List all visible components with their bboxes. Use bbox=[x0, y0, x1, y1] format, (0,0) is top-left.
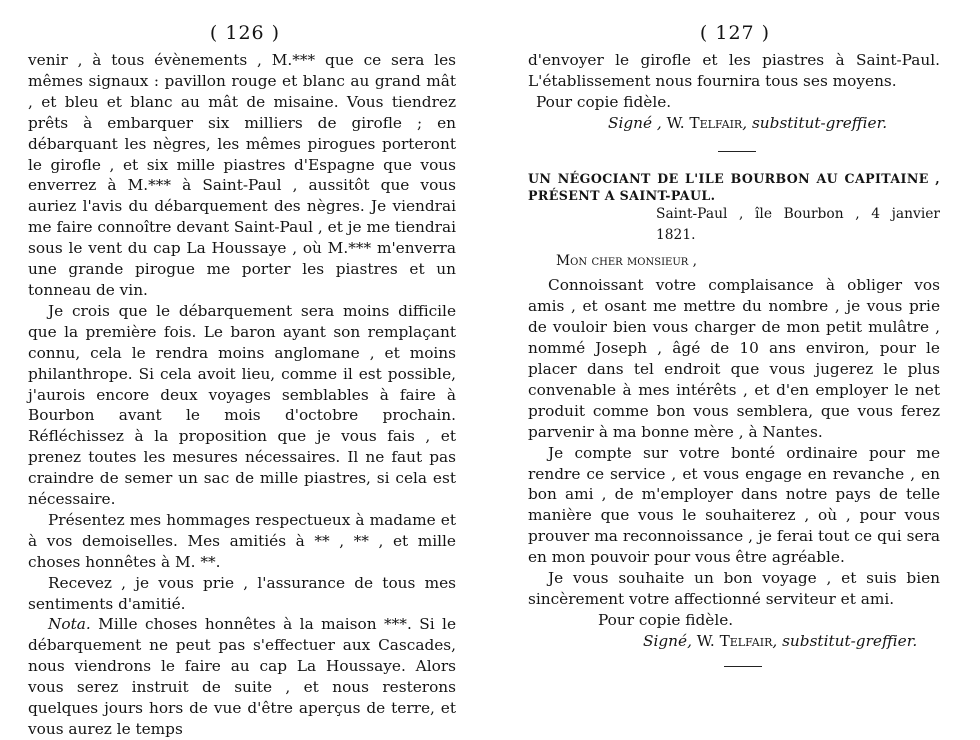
paragraph: venir , à tous évènements , M.*** que ce sera les mêmes signaux : pavillon rouge et blanc au grand mât , et bleu et blanc au mât de misaine. Vous tiendrez prêts à embarquer six milliers de girofle ; en débarquant les nègres, les mêmes pirogues porteront le girofle , et six mille piastres d'Espagne que vous enverrez à M.*** à Saint-Paul , aussitôt que vous auriez l'avis du débarquement des nègres. Je viendrai me faire connoître devant Saint-Paul , et je me tiendrai sous le vent du cap La Houssaye , où M.*** m'enverra une grande pirogue me porter les piastres et un tonneau de vin. bbox=[28, 51, 456, 299]
letter-salutation: Mon cher monsieur , bbox=[556, 253, 698, 270]
page-number-left: ( 126 ) bbox=[209, 22, 281, 44]
end-divider bbox=[724, 666, 762, 667]
copie-fidele-line: Pour copie fidèle. bbox=[598, 610, 734, 629]
right-page-body bbox=[528, 50, 940, 685]
section-divider bbox=[718, 151, 756, 152]
paragraph: Présentez mes hommages respectueux à madame et à vos demoiselles. Mes amitiés à ** , ** , et mille choses honnêtes à M. **. bbox=[28, 510, 456, 571]
paragraph: Je crois que le débarquement sera moins difficile que la première fois. Le baron ayant son remplaçant connu, cela le rendra moins anglomane , et moins philanthrope. Si cela avoit lieu, comme il est possible, j'aurois encore deux voyages semblables à faire à Bourbon avant le mois d'octobre prochain. Réfléchissez à la proposition que je vous fais , et prenez toutes les mesures nécessaires. Il ne faut pas craindre de semer un sac de mille piastres, si cela est nécessaire. bbox=[28, 301, 456, 509]
nota-label: Nota. bbox=[48, 615, 91, 634]
continuation-paragraph: d'envoyer le girofle et les piastres à Saint-Paul. L'établissement nous fournira tous ses moyens. bbox=[528, 51, 940, 90]
copie-fidele-line: Pour copie fidèle. bbox=[536, 92, 672, 111]
signature-line: Signé, W. Telfair, substitut-greffier. bbox=[643, 631, 918, 650]
nota-paragraph bbox=[28, 614, 456, 739]
nota-text: Mille choses honnêtes à la maison ***. Si le débarquement ne peut pas s'effectuer aux Cascades, nous viendrons le faire au cap La Houssaye. Alors vous serez instruit de suite , et nous resterons quelques jours hors de vue d'être aperçus de terre, et vous aurez le temps bbox=[28, 615, 456, 738]
signature-line: Signé , W. Telfair, substitut-greffier. bbox=[608, 113, 888, 132]
letter-dateline: Saint-Paul , île Bourbon , 4 janvier 1821. bbox=[656, 205, 940, 243]
left-page-body bbox=[28, 50, 456, 740]
right-page bbox=[490, 0, 980, 674]
page-number-right: ( 127 ) bbox=[699, 22, 771, 44]
paragraph: Recevez , je vous prie , l'assurance de tous mes sentiments d'amitié. bbox=[28, 573, 456, 613]
left-page bbox=[0, 0, 490, 738]
paragraph: Connoissant votre complaisance à obliger vos amis , et osant me mettre du nombre , je vous prie de vouloir bien vous charger de mon petit mulâtre , nommé Joseph , âgé de 10 ans environ, pour le placer dans tel endroit que vous jugerez le plus convenable à mes intérêts , et d'en employer le net produit comme bon vous semblera, que vous ferez parvenir à ma bonne mère , à Nantes. bbox=[528, 276, 940, 441]
signature-name: W. Telfair bbox=[696, 631, 773, 650]
letter-heading: UN NÉGOCIANT DE L'ILE BOURBON AU CAPITAINE , PRÉSENT A SAINT-PAUL. bbox=[528, 170, 940, 203]
paragraph: Je compte sur votre bonté ordinaire pour me rendre ce service , et vous engage en revanche , en bon ami , de m'employer dans notre pays de telle manière que vous le souhaiterez , où , pour vous prouver ma reconnoissance , je ferai tout ce qui sera en mon pouvoir pour vous être agréable. bbox=[528, 443, 940, 567]
paragraph: Je vous souhaite un bon voyage , et suis bien sincèrement votre affectionné serviteur et ami. bbox=[528, 569, 940, 608]
signature-name: W. Telfair bbox=[666, 113, 743, 132]
